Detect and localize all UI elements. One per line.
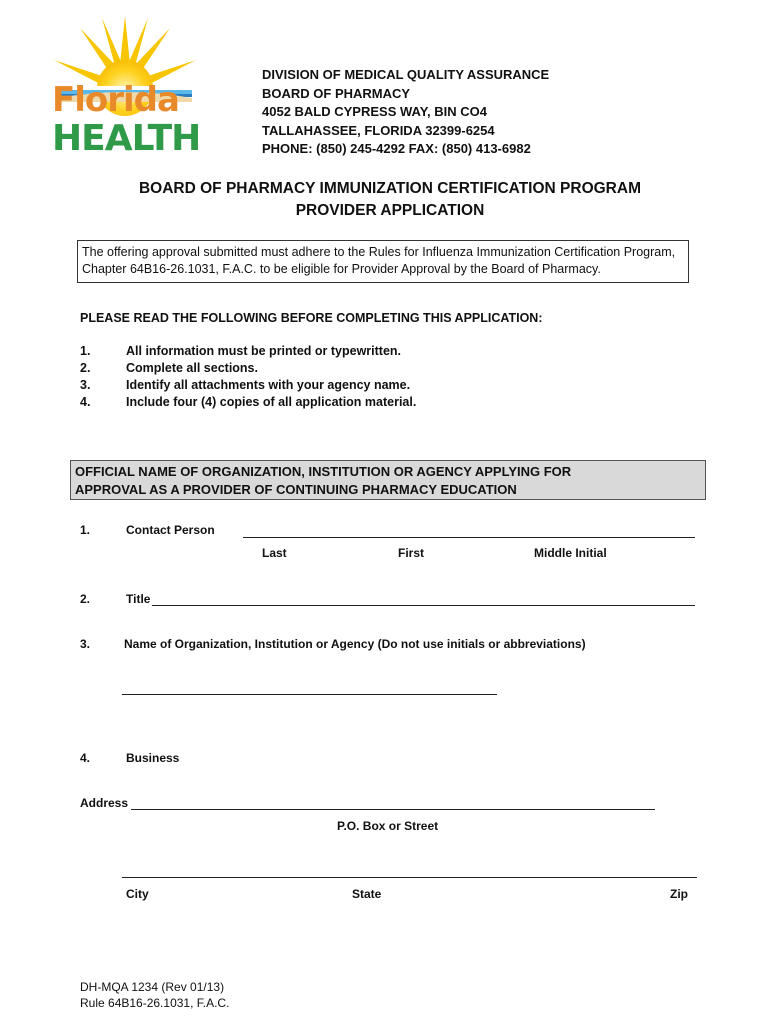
city-label: City <box>126 887 149 901</box>
section-line-2: APPROVAL AS A PROVIDER OF CONTINUING PHARMACY EDUCATION <box>75 482 517 497</box>
business-label: Business <box>126 751 180 765</box>
header-city: TALLAHASSEE, FLORIDA 32399-6254 <box>262 122 495 138</box>
title-line-1: BOARD OF PHARMACY IMMUNIZATION CERTIFICATION PROGRAM <box>138 180 641 197</box>
header-street: 4052 BALD CYPRESS WAY, BIN CO4 <box>262 104 487 119</box>
field-number-4: 4. <box>80 751 91 765</box>
agency-address-block <box>262 66 549 159</box>
organization-input[interactable] <box>122 694 497 695</box>
po-box-street-label: P.O. Box or Street <box>337 819 439 833</box>
organization-label: Name of Organization, Institution or Agency (Do not use initials or abbreviations) <box>124 637 586 651</box>
read-first-heading: PLEASE READ THE FOLLOWING BEFORE COMPLETING THIS APPLICATION: <box>80 311 543 325</box>
header-board: BOARD OF PHARMACY <box>262 85 411 101</box>
header-phone: PHONE: (850) 245-4292 FAX: (850) 413-6982 <box>262 141 531 156</box>
field-number-1: 1. <box>80 523 91 537</box>
contact-last-label: Last <box>262 546 287 560</box>
list-item: 1. All information must be printed or typewritten. <box>80 344 402 358</box>
title-line-2: PROVIDER APPLICATION <box>295 202 485 219</box>
state-label: State <box>352 887 382 901</box>
title-label: Title <box>126 592 151 606</box>
list-item: 4. Include four (4) copies of all application material. <box>80 395 417 409</box>
title-input[interactable] <box>152 605 695 606</box>
contact-person-label: Contact Person <box>126 523 215 537</box>
page-title <box>40 178 740 222</box>
section-header <box>70 460 706 500</box>
contact-person-input[interactable] <box>243 537 695 538</box>
form-number: DH-MQA 1234 (Rev 01/13) <box>80 980 225 994</box>
florida-health-logo <box>50 14 200 162</box>
list-item: 3. Identify all attachments with your agency name. <box>80 378 411 392</box>
logo-health-text: HEALTH <box>52 118 201 159</box>
section-line-1: OFFICIAL NAME OF ORGANIZATION, INSTITUTION OR AGENCY APPLYING FOR <box>75 464 572 479</box>
city-state-zip-input[interactable] <box>122 877 697 878</box>
list-item: 2. Complete all sections. <box>80 361 258 375</box>
notice-box: The offering approval submitted must adhere to the Rules for Influenza Immunization Certification Program, Chapter 64B16-26.1031, F.A.C. to be eligible for Provider Approval by the Board of Pharmacy. <box>77 240 689 283</box>
field-number-2: 2. <box>80 592 91 606</box>
logo-florida-text: Florida <box>52 80 179 120</box>
contact-first-label: First <box>398 546 425 560</box>
form-footer <box>80 979 229 1011</box>
instructions-list <box>80 343 416 411</box>
contact-middle-label: Middle Initial <box>534 546 607 560</box>
address-input[interactable] <box>131 809 655 810</box>
address-label: Address <box>80 796 129 810</box>
header-division: DIVISION OF MEDICAL QUALITY ASSURANCE <box>262 67 550 82</box>
zip-label: Zip <box>670 887 688 901</box>
field-number-3: 3. <box>80 637 91 651</box>
rule-reference: Rule 64B16-26.1031, F.A.C. <box>80 996 230 1010</box>
